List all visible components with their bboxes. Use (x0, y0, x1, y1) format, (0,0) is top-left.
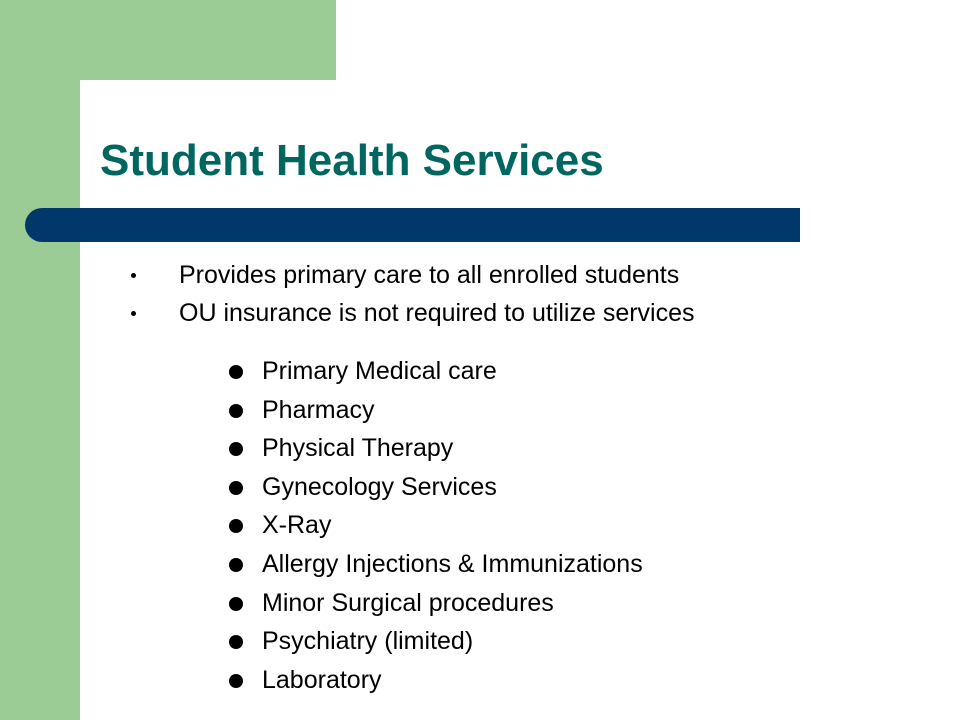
service-label: Primary Medical care (262, 357, 497, 385)
intro-bullet (130, 294, 695, 332)
service-item (228, 429, 643, 468)
bullet-dot-icon (131, 311, 136, 316)
service-label: Pharmacy (262, 395, 375, 424)
intro-bullet-list (130, 256, 695, 332)
title-underline-bar (25, 208, 800, 242)
service-label: Physical Therapy (262, 434, 454, 463)
bullet-dot-icon (229, 558, 243, 572)
bullet-dot-icon (229, 597, 243, 611)
bullet-dot-icon (229, 481, 243, 495)
service-item (228, 545, 643, 584)
service-item (228, 661, 643, 700)
bullet-dot-icon (229, 519, 243, 533)
bullet-dot-icon (229, 674, 243, 688)
slide-title: Student Health Services (100, 136, 604, 185)
service-item (228, 468, 643, 507)
service-label: Minor Surgical procedures (262, 588, 554, 617)
service-item (228, 506, 643, 545)
bullet-dot-icon (131, 273, 136, 278)
service-item (228, 622, 643, 661)
bullet-dot-icon (229, 442, 243, 456)
service-label: Gynecology Services (262, 472, 497, 501)
bullet-dot-icon (229, 635, 243, 649)
service-label: Laboratory (262, 665, 382, 694)
services-list (228, 352, 643, 699)
service-item (228, 352, 643, 391)
bullet-dot-icon (229, 365, 243, 379)
intro-bullet-text: OU insurance is not required to utilize services (179, 299, 695, 327)
intro-bullet-text: Provides primary care to all enrolled students (179, 261, 680, 289)
bullet-dot-icon (229, 404, 243, 418)
service-item (228, 584, 643, 623)
service-label: X-Ray (262, 511, 332, 540)
intro-bullet (130, 256, 695, 294)
service-label: Allergy Injections & Immunizations (262, 549, 643, 578)
service-label: Psychiatry (limited) (262, 627, 474, 656)
decor-green-left (0, 0, 80, 720)
service-item (228, 391, 643, 430)
